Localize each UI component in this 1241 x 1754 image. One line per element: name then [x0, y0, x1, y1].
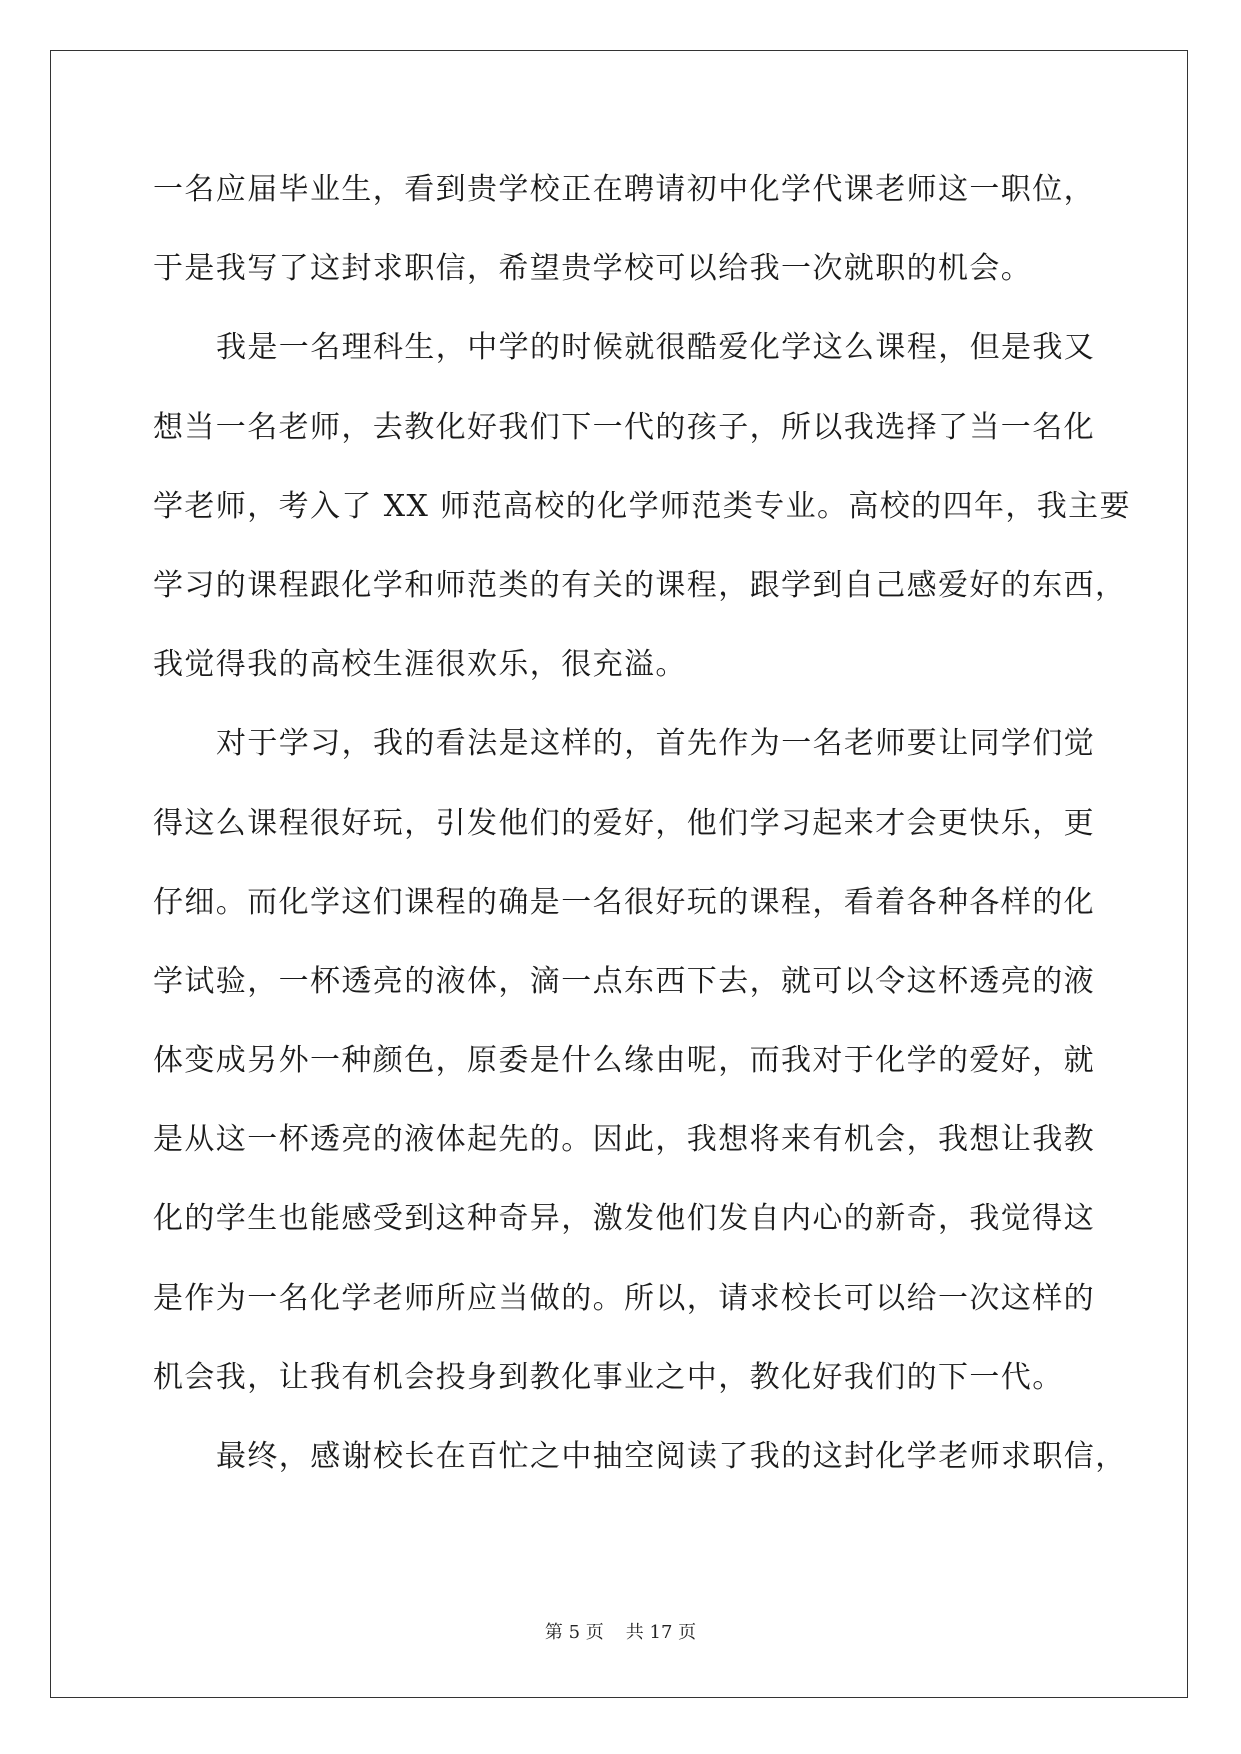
text-line-7: 我觉得我的高校生涯很欢乐，很充溢。: [153, 647, 687, 683]
text-line-12: 体变成另外一种颜色，原委是什么缘由呢，而我对于化学的爱好，就: [153, 1043, 1095, 1079]
text-line-3: 我是一名理科生，中学的时候就很酷爱化学这么课程，但是我又: [216, 330, 1096, 366]
text-line-2: 于是我写了这封求职信，希望贵学校可以给我一次就职的机会。: [153, 251, 1033, 287]
text-line-1: 一名应届毕业生，看到贵学校正在聘请初中化学代课老师这一职位，: [153, 172, 1095, 207]
text-line-11: 学试验，一杯透亮的液体，滴一点东西下去，就可以令这杯透亮的液: [153, 963, 1095, 999]
page-footer: [0, 1618, 1241, 1644]
text-line-9: 得这么课程很好玩，引发他们的爱好，他们学习起来才会更快乐，更: [153, 805, 1095, 841]
text-line-4: 想当一名老师，去教化好我们下一代的孩子，所以我选择了当一名化: [153, 409, 1095, 445]
total-page-count: 共 17 页: [625, 1622, 697, 1643]
text-line-15: 是作为一名化学老师所应当做的。所以，请求校长可以给一次这样的: [153, 1280, 1095, 1316]
text-line-16: 机会我，让我有机会投身到教化事业之中，教化好我们的下一代。: [153, 1359, 1064, 1395]
text-line-13: 是从这一杯透亮的液体起先的。因此，我想将来有机会，我想让我教: [153, 1122, 1095, 1158]
text-line-10: 仔细。而化学这们课程的确是一名很好玩的课程，看着各种各样的化: [153, 884, 1095, 920]
text-line-17: 最终，感谢校长在百忙之中抽空阅读了我的这封化学老师求职信，: [216, 1439, 1127, 1474]
current-page-number: 第 5 页: [544, 1622, 604, 1643]
text-line-5: 学老师，考入了 XX 师范高校的化学师范类专业。高校的四年，我主要: [153, 488, 1131, 524]
text-line-8: 对于学习，我的看法是这样的，首先作为一名老师要让同学们觉: [216, 726, 1096, 762]
letter-body: [153, 150, 1131, 1496]
text-line-14: 化的学生也能感受到这种奇异，激发他们发自内心的新奇，我觉得这: [153, 1201, 1095, 1237]
text-line-6: 学习的课程跟化学和师范类的有关的课程，跟学到自己感爱好的东西，: [153, 567, 1127, 603]
